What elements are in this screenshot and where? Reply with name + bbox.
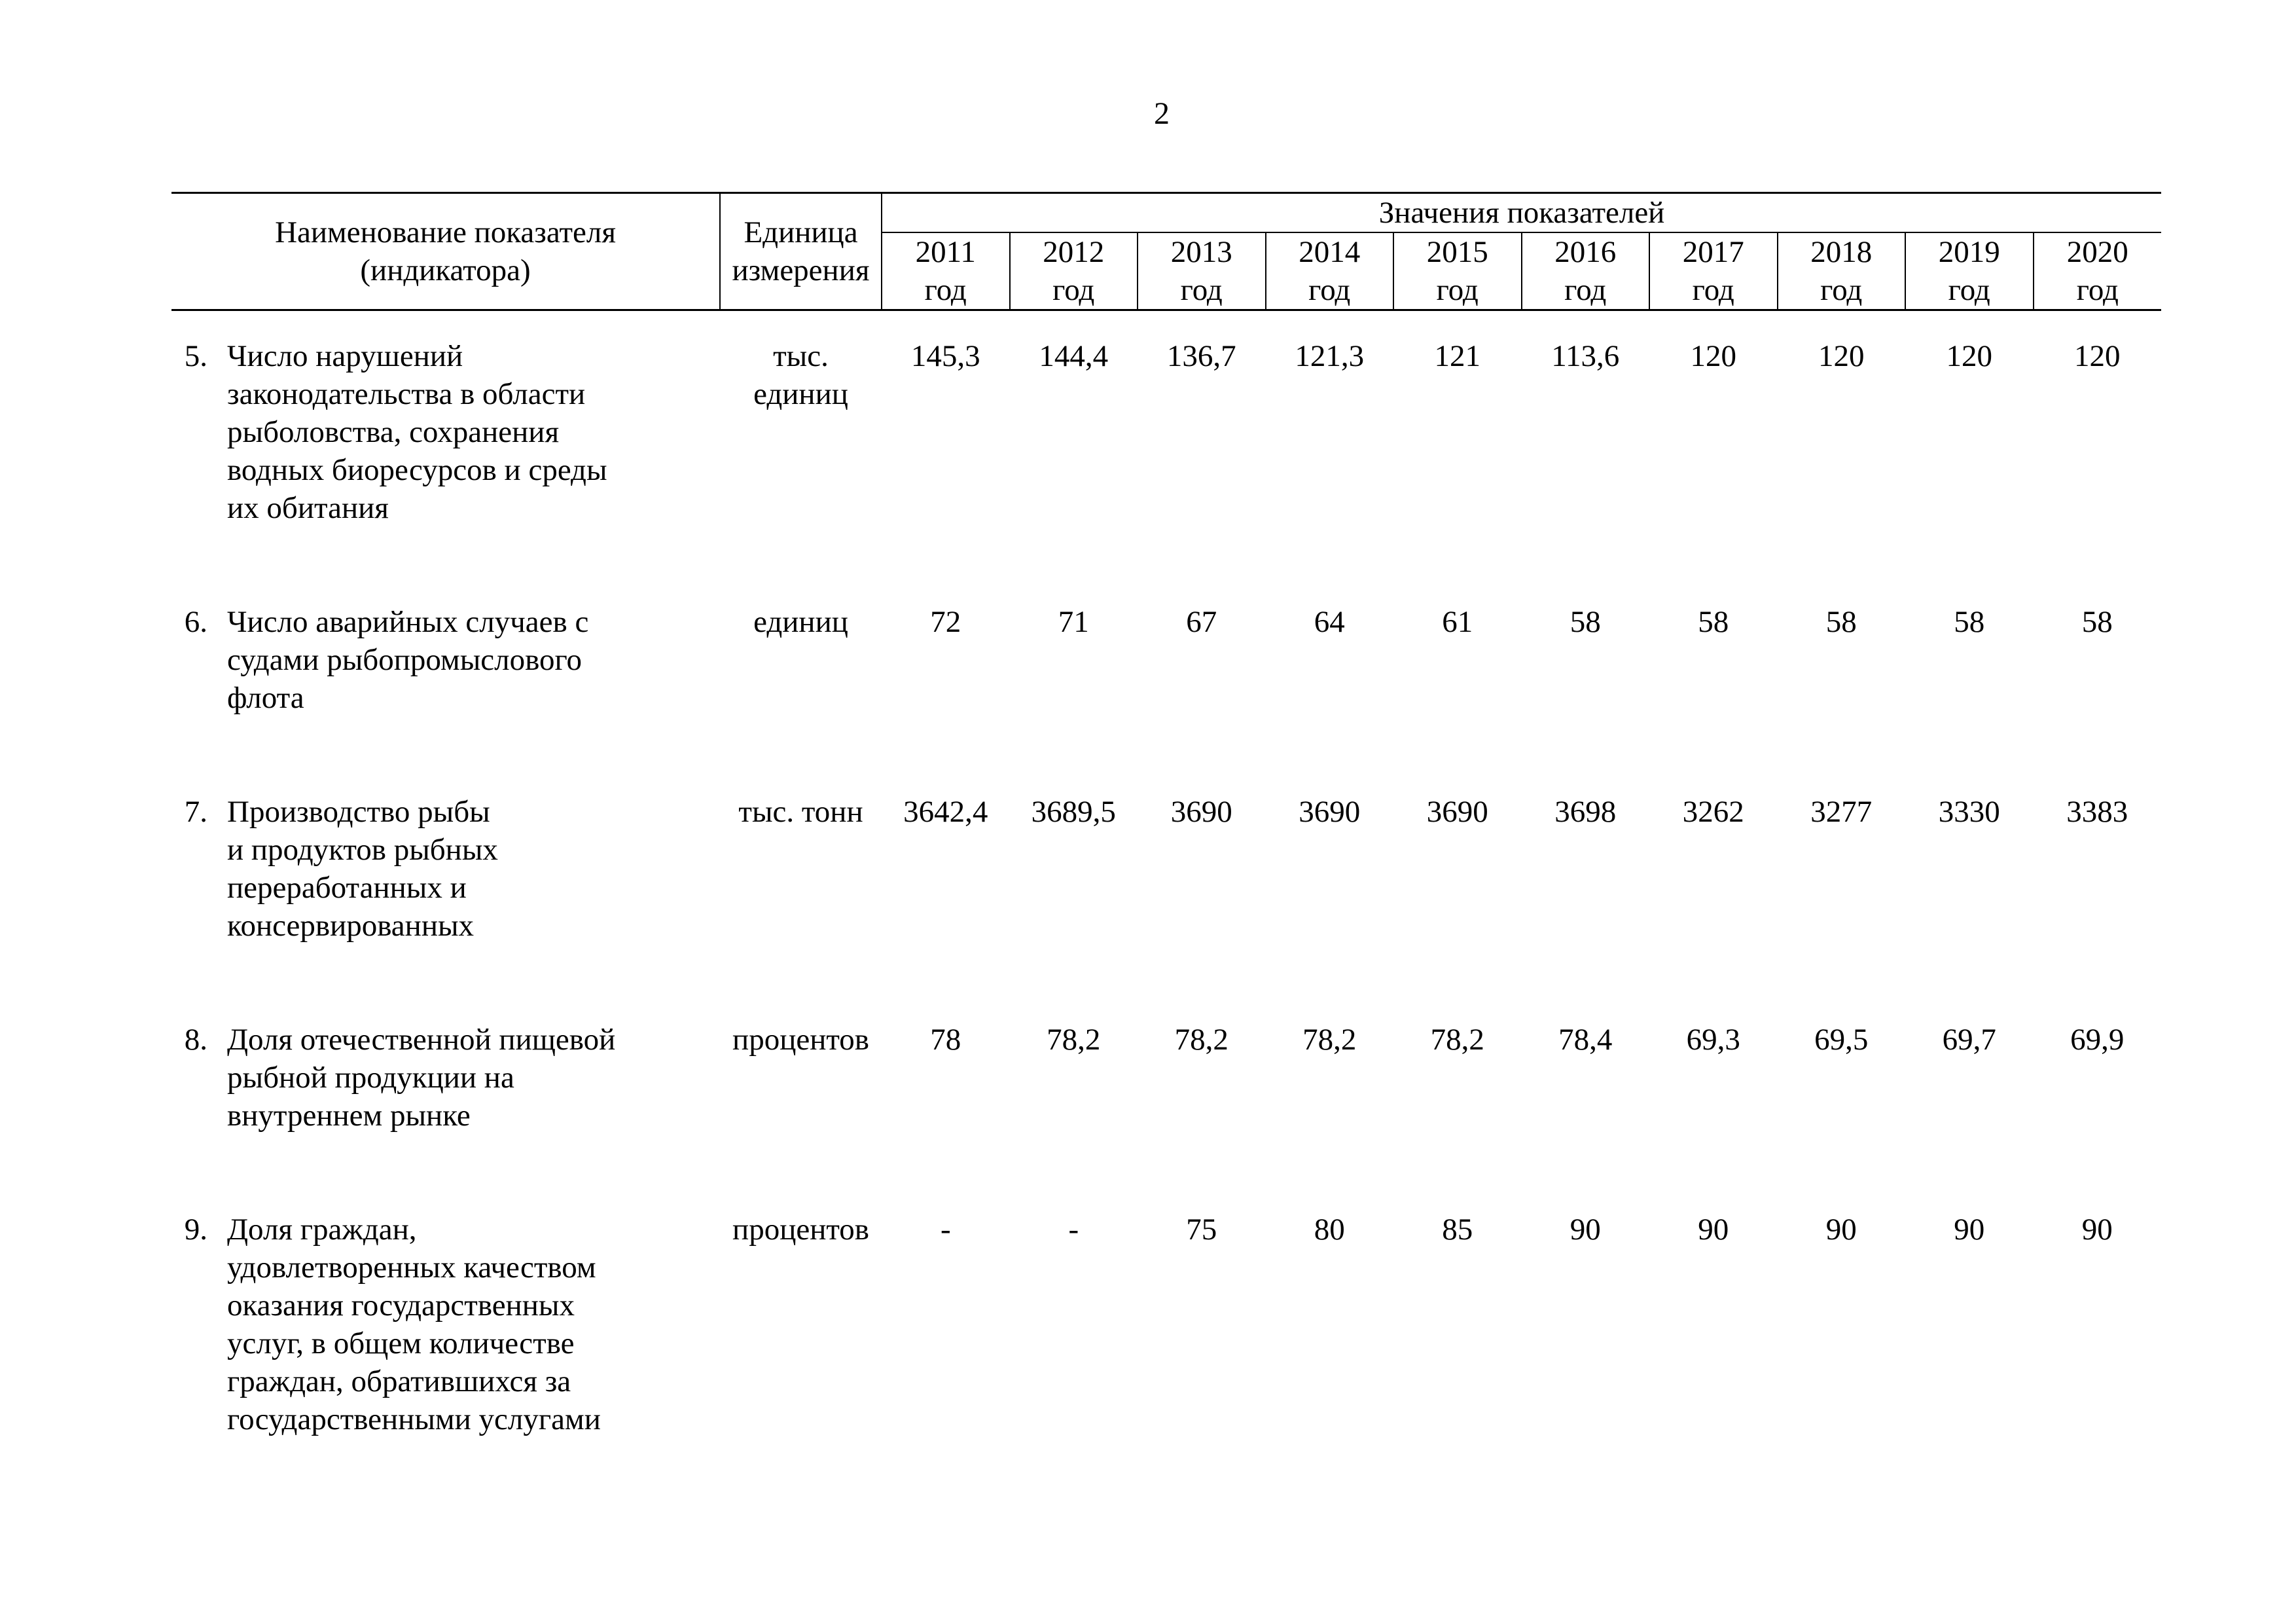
table-header bbox=[171, 193, 2161, 310]
value-2014: 78,2 bbox=[1302, 1023, 1357, 1057]
unit-line: процентов bbox=[732, 1213, 869, 1247]
indicator-name-line: консервированных bbox=[227, 909, 475, 943]
unit-line: процентов bbox=[732, 1023, 869, 1057]
header-year-number: 2020 bbox=[2066, 235, 2128, 269]
header-year-word: год bbox=[1436, 273, 1479, 307]
header-year-word: год bbox=[1564, 273, 1607, 307]
row-unit bbox=[720, 793, 882, 1021]
unit-line: единиц bbox=[753, 605, 848, 639]
value-2020: 69,9 bbox=[2070, 1023, 2125, 1057]
value-2015: 85 bbox=[1442, 1213, 1473, 1247]
header-year-2015 bbox=[1393, 232, 1522, 310]
header-year-2020 bbox=[2034, 232, 2162, 310]
value-2015: 121 bbox=[1434, 339, 1481, 373]
value-2019: 120 bbox=[1946, 339, 1993, 373]
indicator-name-line: переработанных и bbox=[227, 871, 467, 905]
value-2017: 90 bbox=[1698, 1213, 1729, 1247]
indicator-name-line: Число нарушений bbox=[227, 339, 463, 373]
value-2020: 3383 bbox=[2066, 795, 2128, 829]
header-year-2012 bbox=[1010, 232, 1138, 310]
value-2019: 3330 bbox=[1938, 795, 2000, 829]
value-2013: 67 bbox=[1186, 605, 1217, 639]
header-year-2014 bbox=[1266, 232, 1394, 310]
header-year-word: год bbox=[1308, 273, 1351, 307]
indicator-name-line: и продуктов рыбных bbox=[227, 833, 498, 867]
indicator-name-line: Число аварийных случаев с bbox=[227, 605, 589, 639]
value-2014: 121,3 bbox=[1295, 339, 1365, 373]
row-unit bbox=[720, 603, 882, 793]
row-indicator-name bbox=[227, 603, 720, 793]
value-2017: 69,3 bbox=[1686, 1023, 1740, 1057]
value-2015: 3690 bbox=[1426, 795, 1488, 829]
value-2013: 78,2 bbox=[1174, 1023, 1229, 1057]
value-2017: 3262 bbox=[1682, 795, 1744, 829]
indicator-name-line: оказания государственных bbox=[227, 1288, 575, 1322]
value-2013: 136,7 bbox=[1166, 339, 1236, 373]
value-2014: 64 bbox=[1314, 605, 1345, 639]
value-2017: 58 bbox=[1698, 605, 1729, 639]
header-year-word: год bbox=[1180, 273, 1223, 307]
unit-line: единиц bbox=[753, 377, 848, 411]
header-year-2017 bbox=[1649, 232, 1778, 310]
row-unit bbox=[720, 337, 882, 603]
header-year-word: год bbox=[924, 273, 967, 307]
header-year-number: 2011 bbox=[915, 235, 976, 269]
row-indicator-name bbox=[227, 1211, 720, 1438]
value-2018: 90 bbox=[1825, 1213, 1857, 1247]
indicator-name-line: граждан, обратившихся за bbox=[227, 1364, 571, 1398]
header-name-line1: Наименование показателя bbox=[275, 215, 616, 249]
header-year-2013 bbox=[1138, 232, 1266, 310]
value-2012: 78,2 bbox=[1047, 1023, 1101, 1057]
indicator-name-line: рыболовства, сохранения bbox=[227, 415, 560, 449]
value-2012: 3689,5 bbox=[1031, 795, 1116, 829]
row-number: 7. bbox=[184, 795, 207, 829]
value-2011: 145,3 bbox=[910, 339, 980, 373]
value-2018: 58 bbox=[1825, 605, 1857, 639]
row-indicator-name bbox=[227, 793, 720, 1021]
value-2015: 61 bbox=[1442, 605, 1473, 639]
value-2018: 120 bbox=[1818, 339, 1865, 373]
header-year-word: год bbox=[1948, 273, 1990, 307]
header-year-word: год bbox=[1052, 273, 1095, 307]
header-unit-line1: Единица bbox=[744, 215, 858, 249]
header-name-line2: (индикатора) bbox=[360, 253, 531, 287]
page-number: 2 bbox=[1154, 96, 1170, 131]
value-2016: 78,4 bbox=[1558, 1023, 1613, 1057]
row-number: 5. bbox=[184, 339, 207, 373]
indicator-name-line: удовлетворенных качеством bbox=[227, 1250, 596, 1285]
header-year-2011 bbox=[882, 232, 1010, 310]
value-2016: 58 bbox=[1570, 605, 1601, 639]
indicator-name-line: флота bbox=[227, 681, 304, 715]
header-year-2019 bbox=[1905, 232, 2034, 310]
header-year-word: год bbox=[2076, 273, 2119, 307]
indicator-name-line: их обитания bbox=[227, 491, 389, 525]
header-year-number: 2018 bbox=[1810, 235, 1873, 269]
value-2012: 144,4 bbox=[1039, 339, 1109, 373]
indicator-name-line: внутреннем рынке bbox=[227, 1099, 471, 1133]
indicator-name-line: судами рыбопромыслового bbox=[227, 643, 583, 677]
header-indicator-name bbox=[171, 193, 720, 310]
row-number: 6. bbox=[184, 605, 207, 639]
header-year-2016 bbox=[1522, 232, 1650, 310]
indicator-name-line: законодательства в области bbox=[227, 377, 586, 411]
indicator-name-line: водных биоресурсов и среды bbox=[227, 453, 607, 487]
value-2012: - bbox=[1068, 1213, 1079, 1247]
row-unit bbox=[720, 1021, 882, 1211]
table-body bbox=[171, 310, 2161, 1439]
table-row bbox=[171, 793, 2161, 1021]
value-2018: 3277 bbox=[1810, 795, 1873, 829]
indicator-name-line: рыбной продукции на bbox=[227, 1061, 514, 1095]
header-values-title: Значения показателей bbox=[882, 193, 2161, 233]
value-2014: 80 bbox=[1314, 1213, 1345, 1247]
value-2012: 71 bbox=[1058, 605, 1089, 639]
row-number: 9. bbox=[184, 1213, 207, 1247]
indicator-name-line: Производство рыбы bbox=[227, 795, 490, 829]
header-year-number: 2016 bbox=[1554, 235, 1617, 269]
row-number: 8. bbox=[184, 1023, 207, 1057]
value-2020: 90 bbox=[2081, 1213, 2113, 1247]
header-year-number: 2019 bbox=[1938, 235, 2000, 269]
unit-line: тыс. тонн bbox=[738, 795, 863, 829]
value-2011: - bbox=[940, 1213, 951, 1247]
row-unit bbox=[720, 1211, 882, 1438]
value-2019: 58 bbox=[1954, 605, 1985, 639]
table-row bbox=[171, 337, 2161, 603]
header-year-number: 2014 bbox=[1299, 235, 1361, 269]
row-indicator-name bbox=[227, 1021, 720, 1211]
table-row bbox=[171, 1021, 2161, 1211]
value-2011: 78 bbox=[930, 1023, 961, 1057]
value-2018: 69,5 bbox=[1814, 1023, 1869, 1057]
value-2015: 78,2 bbox=[1430, 1023, 1484, 1057]
header-year-number: 2013 bbox=[1170, 235, 1232, 269]
header-year-word: год bbox=[1820, 273, 1863, 307]
value-2016: 3698 bbox=[1554, 795, 1617, 829]
header-year-number: 2012 bbox=[1043, 235, 1105, 269]
header-unit-line2: измерения bbox=[732, 253, 870, 287]
table-row bbox=[171, 603, 2161, 793]
header-year-word: год bbox=[1692, 273, 1734, 307]
header-unit bbox=[720, 193, 882, 310]
value-2013: 75 bbox=[1186, 1213, 1217, 1247]
value-2016: 90 bbox=[1570, 1213, 1601, 1247]
value-2016: 113,6 bbox=[1551, 339, 1620, 373]
value-2013: 3690 bbox=[1170, 795, 1232, 829]
value-2011: 72 bbox=[930, 605, 961, 639]
unit-line: тыс. bbox=[773, 339, 829, 373]
indicators-table bbox=[171, 192, 2161, 1438]
header-year-number: 2015 bbox=[1426, 235, 1488, 269]
value-2017: 120 bbox=[1690, 339, 1737, 373]
value-2011: 3642,4 bbox=[903, 795, 988, 829]
indicator-name-line: Доля граждан, bbox=[227, 1213, 417, 1247]
indicator-name-line: услуг, в общем количестве bbox=[227, 1326, 575, 1360]
header-year-2018 bbox=[1778, 232, 1906, 310]
row-indicator-name bbox=[227, 337, 720, 603]
value-2019: 69,7 bbox=[1942, 1023, 1996, 1057]
value-2019: 90 bbox=[1954, 1213, 1985, 1247]
indicator-name-line: Доля отечественной пищевой bbox=[227, 1023, 616, 1057]
value-2020: 58 bbox=[2081, 605, 2113, 639]
table-row bbox=[171, 1211, 2161, 1438]
indicator-name-line: государственными услугами bbox=[227, 1402, 601, 1436]
value-2020: 120 bbox=[2074, 339, 2121, 373]
header-year-number: 2017 bbox=[1682, 235, 1744, 269]
value-2014: 3690 bbox=[1299, 795, 1361, 829]
